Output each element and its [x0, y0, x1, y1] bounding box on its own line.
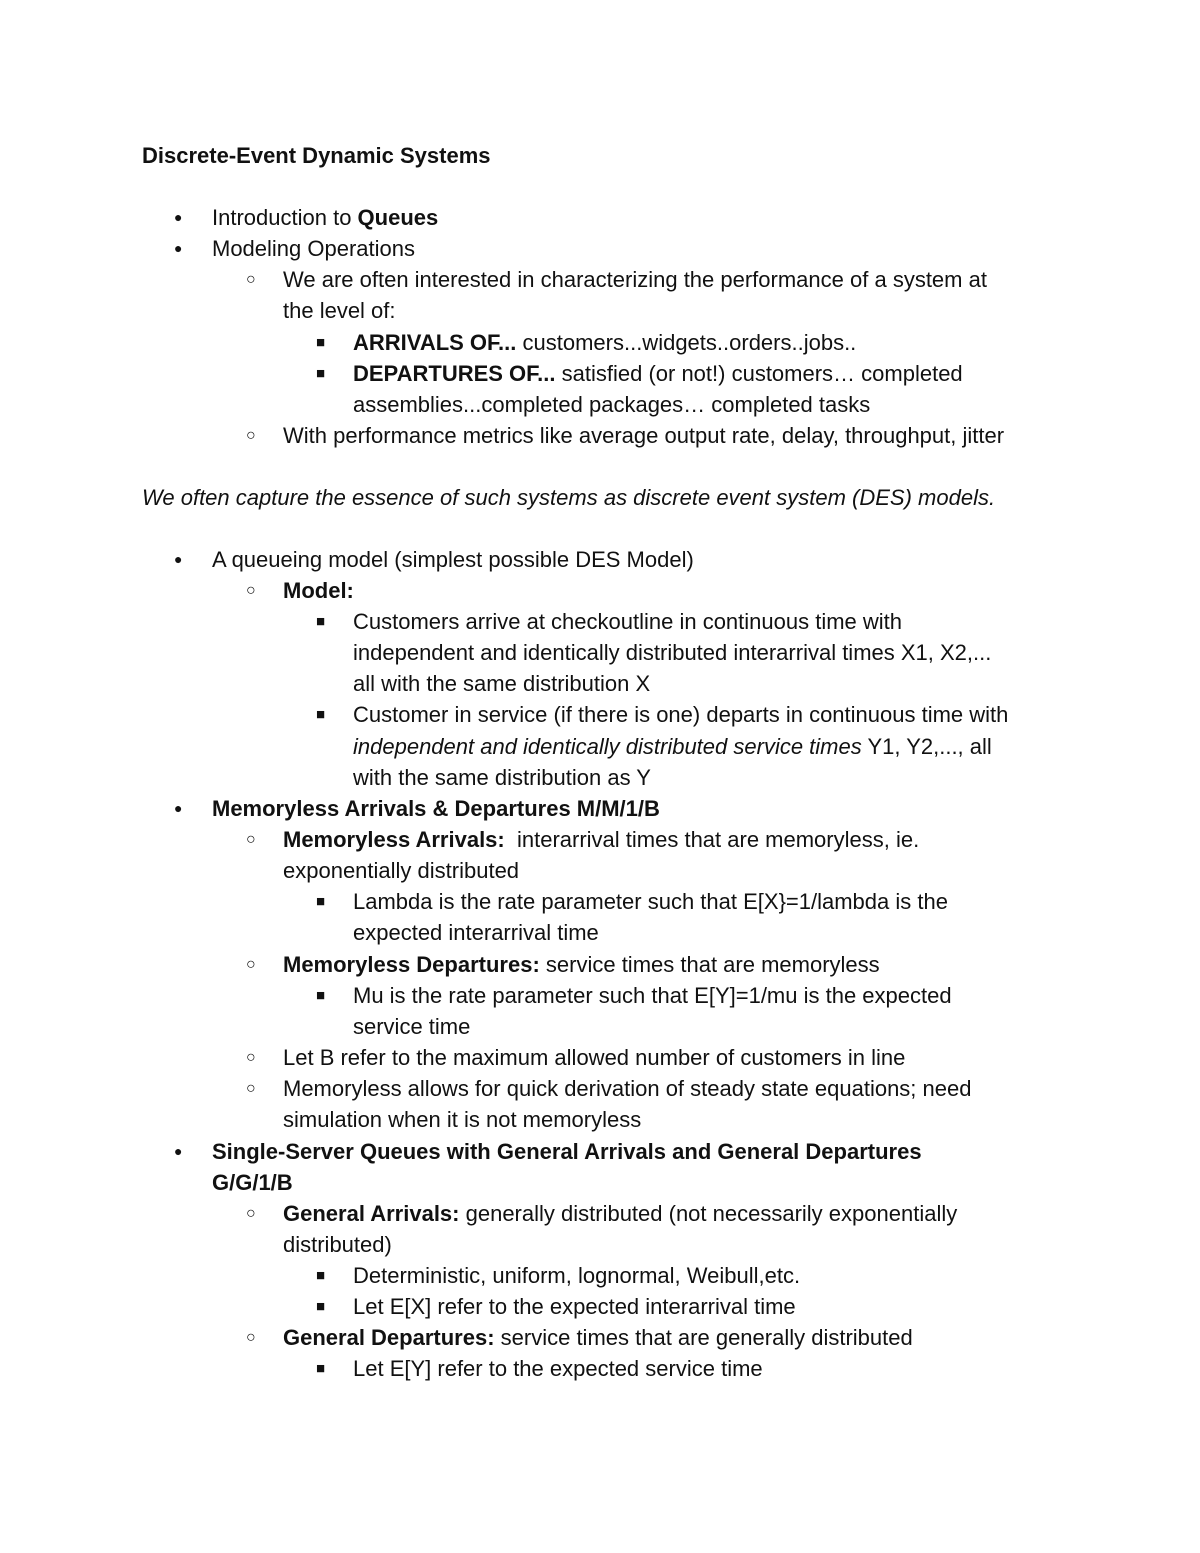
bullet-circle-icon [246, 949, 256, 980]
bullet-square-icon [316, 1291, 325, 1322]
departures-bold: DEPARTURES OF... [353, 361, 556, 386]
list-item: Let E[X] refer to the expected interarrival time [353, 1294, 796, 1319]
list-item-continued: G/G/1/B [212, 1170, 293, 1195]
bullet-square-icon [316, 327, 325, 358]
mem-arrivals-bold: Memoryless Arrivals: [283, 827, 505, 852]
gen-departures-text: service times that are generally distributed [494, 1325, 913, 1350]
list-item: Let B refer to the maximum allowed number of customers in line [283, 1045, 906, 1070]
bullet-square-icon [316, 1260, 325, 1291]
list-item: Deterministic, uniform, lognormal, Weibull,etc. [353, 1263, 801, 1288]
list-item: Model: [283, 578, 354, 603]
list-item: We are often interested in characterizing the performance of a system at [283, 267, 987, 292]
bullet-circle-icon [246, 1042, 256, 1073]
list-item: Let E[Y] refer to the expected service time [353, 1356, 763, 1381]
list-item-continued: expected interarrival time [353, 920, 599, 945]
bullet-disc-icon [174, 793, 182, 824]
arrivals-bold: ARRIVALS OF... [353, 330, 517, 355]
list-item-continued [353, 731, 992, 762]
bullet-disc-icon [174, 202, 182, 233]
bullet-disc-icon [174, 1136, 182, 1167]
list-item: A queueing model (simplest possible DES Model) [212, 547, 694, 572]
italic-statement: We often capture the essence of such systems as discrete event system (DES) models. [142, 485, 996, 510]
list-item-continued: exponentially distributed [283, 858, 520, 883]
gen-arrivals-text: generally distributed (not necessarily exponentially [459, 1201, 958, 1226]
gen-arrivals-bold: General Arrivals: [283, 1201, 460, 1226]
list-item-continued: distributed) [283, 1232, 392, 1257]
bullet-circle-icon [246, 1322, 256, 1353]
bullet-square-icon [316, 699, 325, 730]
list-item-continued: all with the same distribution X [353, 671, 651, 696]
mem-arrivals-text: interarrival times that are memoryless, ie. [504, 827, 920, 852]
bullet-circle-icon [246, 1198, 256, 1229]
bullet-disc-icon [174, 544, 182, 575]
list-item-continued: service time [353, 1014, 471, 1039]
list-item: With performance metrics like average output rate, delay, throughput, jitter [283, 423, 1005, 448]
intro-bold: Queues [357, 205, 439, 230]
list-item-continued: simulation when it is not memoryless [283, 1107, 642, 1132]
list-item [283, 949, 880, 980]
list-item-continued: with the same distribution as Y [353, 765, 651, 790]
list-item-continued: assemblies...completed packages… completed tasks [353, 392, 871, 417]
bullet-square-icon [316, 606, 325, 637]
list-item: Customers arrive at checkoutline in continuous time with [353, 609, 903, 634]
bullet-square-icon [316, 1353, 325, 1384]
bullet-circle-icon [246, 1073, 256, 1104]
list-item [353, 327, 856, 358]
service-rest: Y1, Y2,..., all [861, 734, 992, 759]
list-item [283, 1198, 957, 1229]
list-item [212, 202, 438, 233]
list-item-continued: independent and identically distributed interarrival times X1, X2,... [353, 640, 992, 665]
list-item: Modeling Operations [212, 236, 416, 261]
list-item: Memoryless allows for quick derivation of steady state equations; need [283, 1076, 972, 1101]
list-item: Customer in service (if there is one) departs in continuous time with [353, 702, 1009, 727]
list-item-continued: the level of: [283, 298, 396, 323]
bullet-disc-icon [174, 233, 182, 264]
bullet-circle-icon [246, 575, 256, 606]
arrivals-text: customers...widgets..orders..jobs.. [516, 330, 857, 355]
service-italic: independent and identically distributed service times [353, 734, 862, 759]
gen-departures-bold: General Departures: [283, 1325, 495, 1350]
list-item [283, 1322, 913, 1353]
bullet-circle-icon [246, 420, 256, 451]
intro-prefix: Introduction to [212, 205, 358, 230]
list-item [353, 358, 963, 389]
list-item: Memoryless Arrivals & Departures M/M/1/B [212, 796, 660, 821]
departures-text: satisfied (or not!) customers… completed [555, 361, 963, 386]
list-item: Lambda is the rate parameter such that E[X}=1/lambda is the [353, 889, 948, 914]
list-item [283, 824, 919, 855]
bullet-square-icon [316, 358, 325, 389]
bullet-square-icon [316, 980, 325, 1011]
bullet-circle-icon [246, 264, 256, 295]
bullet-square-icon [316, 886, 325, 917]
bullet-circle-icon [246, 824, 256, 855]
mem-departures-bold: Memoryless Departures: [283, 952, 540, 977]
list-item: Single-Server Queues with General Arrivals and General Departures [212, 1139, 922, 1164]
list-item: Mu is the rate parameter such that E[Y]=1/mu is the expected [353, 983, 952, 1008]
page-title: Discrete-Event Dynamic Systems [142, 143, 491, 168]
mem-departures-text: service times that are memoryless [539, 952, 880, 977]
